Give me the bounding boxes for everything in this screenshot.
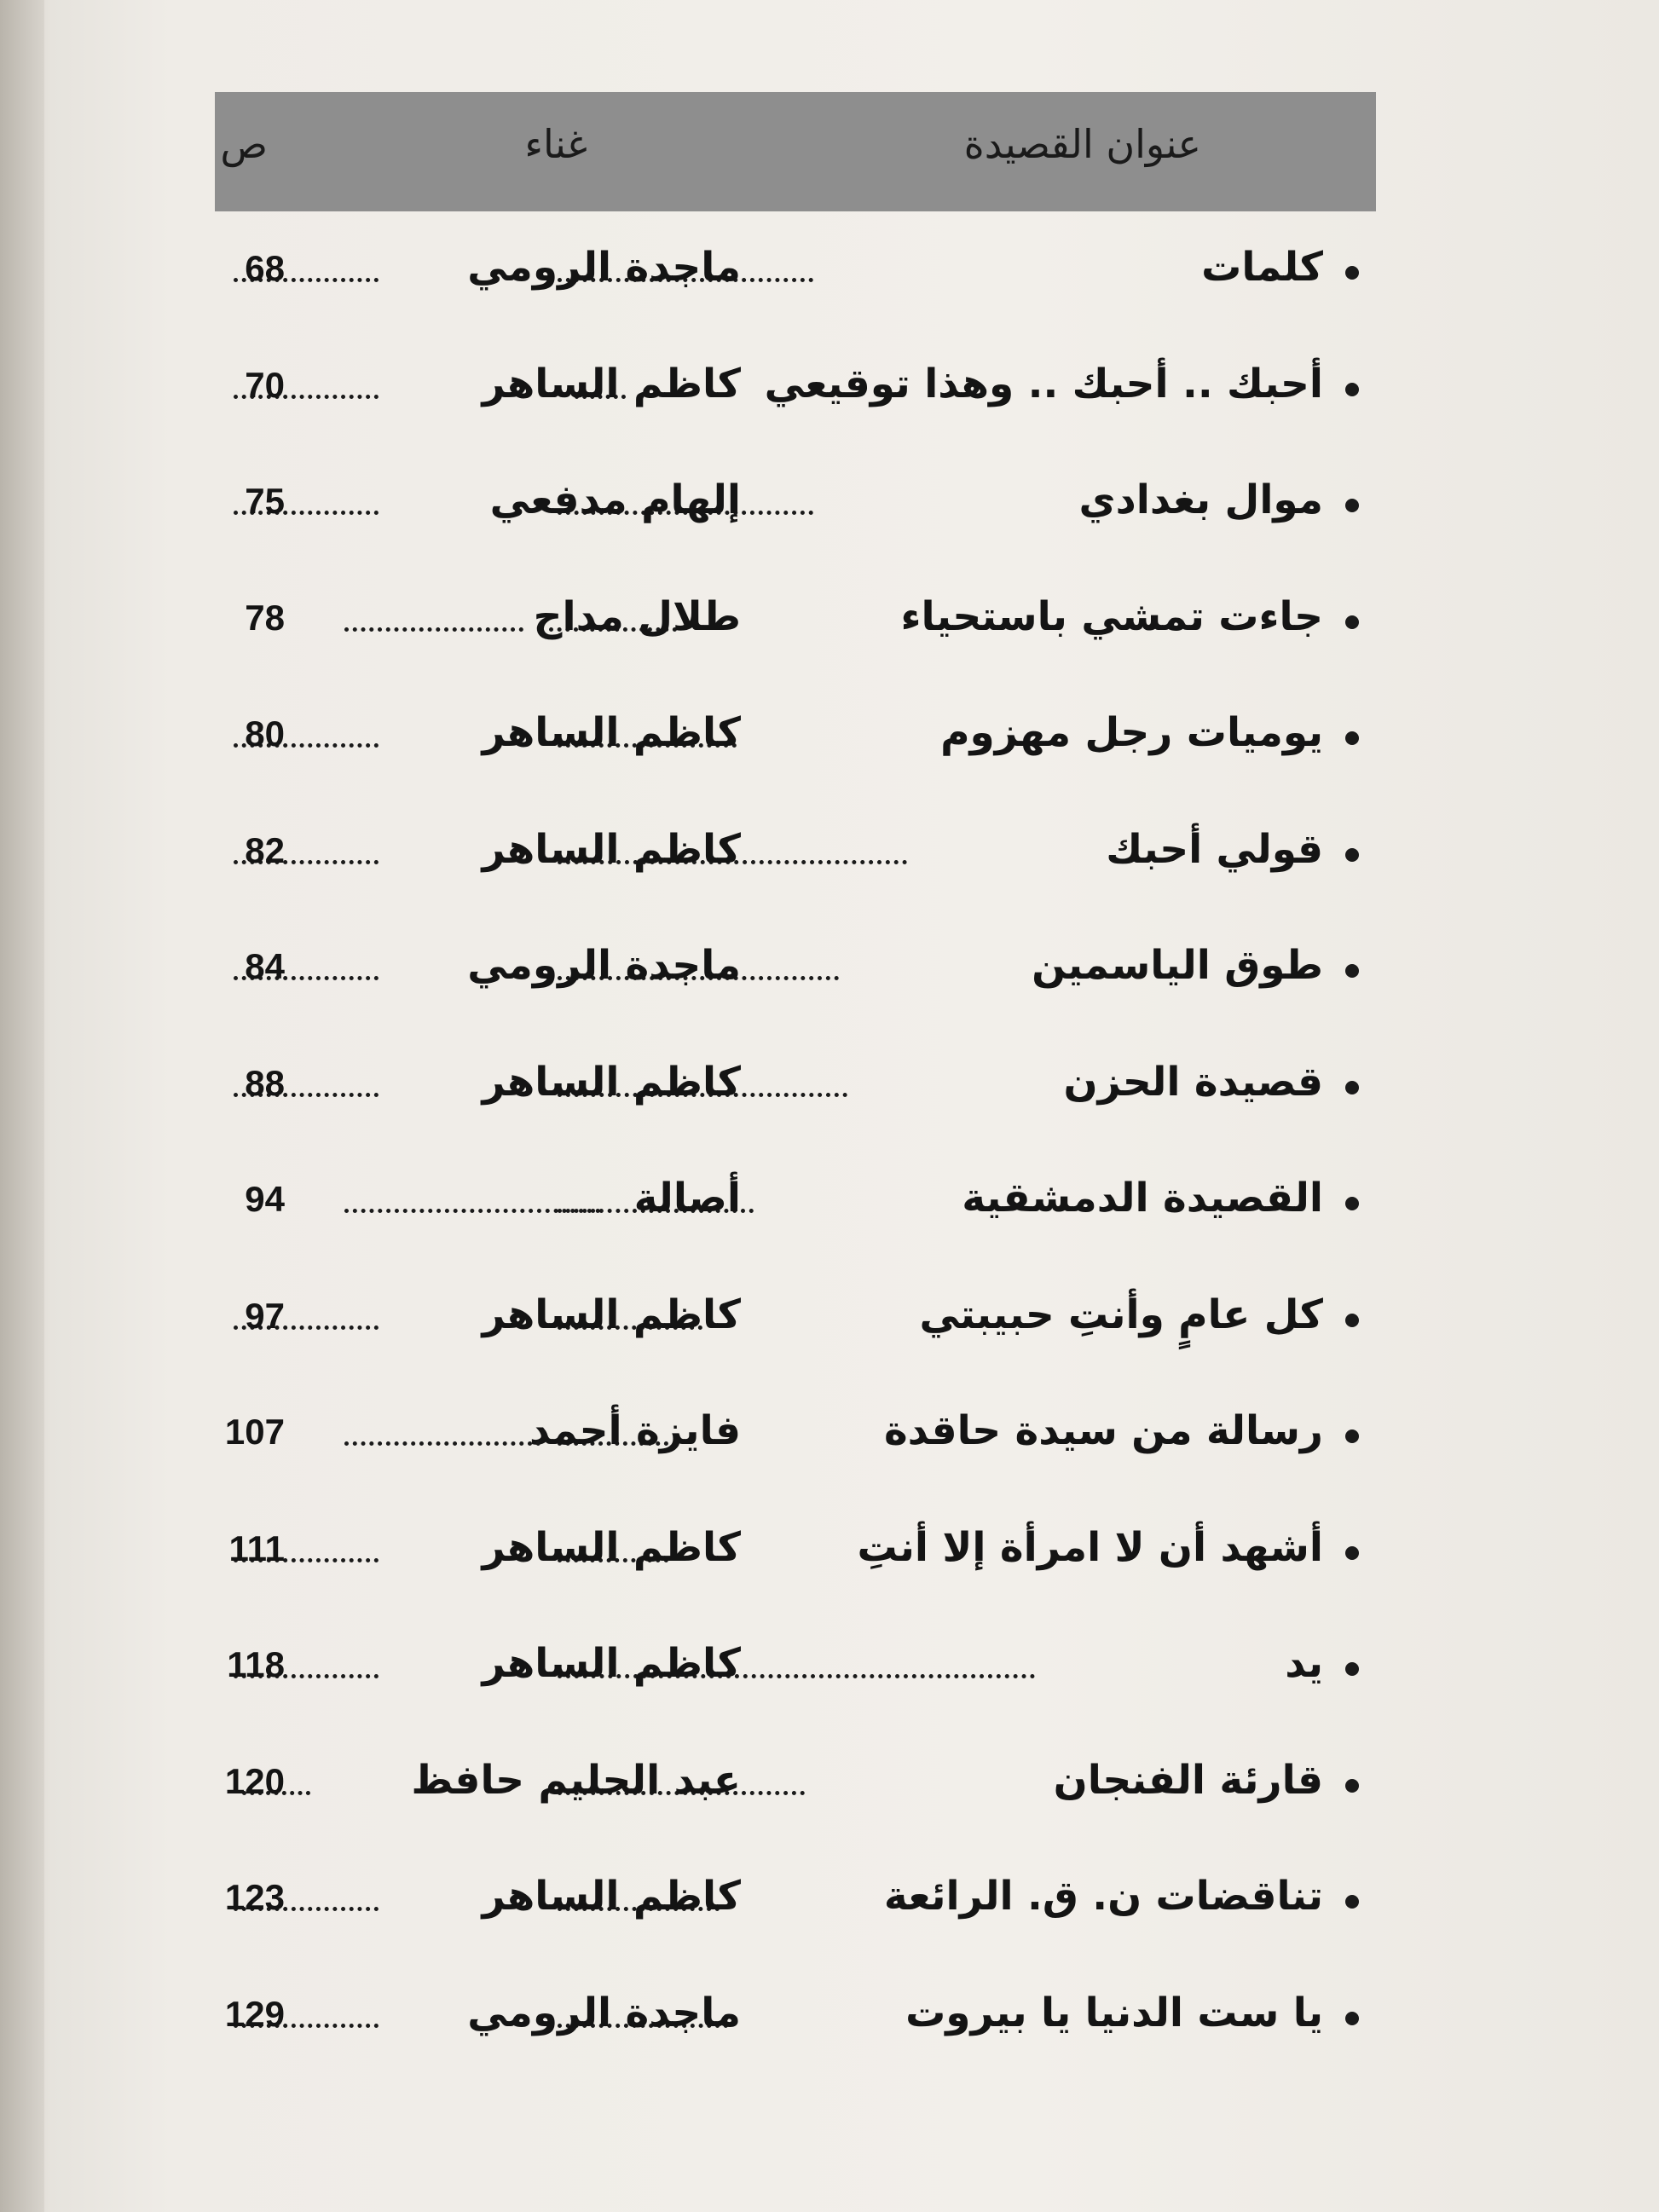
page-number: 78 (245, 597, 285, 638)
dot-leader (344, 1209, 600, 1213)
singer-name: فايزة أحمد (529, 1407, 741, 1454)
singer-name: ماجدة الرومي (467, 244, 741, 291)
toc-row (215, 1492, 1376, 1608)
page-number: 80 (245, 713, 285, 754)
singer-name: كاظم الساهر (482, 1873, 741, 1920)
singer-name: كاظم الساهر (482, 360, 741, 407)
header-page-column: ص (220, 121, 268, 167)
page-number: 88 (245, 1062, 285, 1103)
toc-row (215, 1375, 1376, 1492)
page-number: 84 (245, 946, 285, 986)
singer-name: كاظم الساهر (482, 1058, 741, 1106)
bullet-icon (1345, 1546, 1359, 1560)
singer-name: إلهام مدفعي (489, 476, 741, 523)
toc-rows (215, 211, 1376, 2073)
toc-row (215, 1608, 1376, 1724)
dot-leader (344, 627, 523, 632)
book-gutter (0, 0, 44, 2212)
page-number: 107 (224, 1412, 285, 1452)
page-number: 70 (245, 364, 285, 405)
table-of-contents (215, 92, 1376, 2073)
poem-title: كل عامٍ وأنتِ حبيبتي (919, 1291, 1323, 1338)
poem-title: يد (1285, 1640, 1323, 1687)
bullet-icon (1345, 1314, 1359, 1327)
toc-row (215, 1957, 1376, 2074)
singer-name: كاظم الساهر (482, 1523, 741, 1571)
page-number: 118 (227, 1644, 285, 1684)
bullet-icon (1345, 266, 1359, 280)
toc-row (215, 444, 1376, 561)
singer-name: كاظم الساهر (482, 825, 741, 873)
toc-row (215, 1840, 1376, 1957)
page-number: 129 (224, 1993, 285, 2034)
poem-title: موال بغدادي (1078, 476, 1323, 523)
toc-row (215, 794, 1376, 910)
poem-title: قولي أحبك (1106, 825, 1323, 873)
bullet-icon (1345, 2012, 1359, 2025)
page-number: 68 (245, 248, 285, 288)
toc-row (215, 561, 1376, 678)
dot-leader (344, 1441, 540, 1446)
singer-name: أصالة (633, 1175, 741, 1222)
poem-title: قارئة الفنجان (1053, 1756, 1323, 1804)
singer-name: عبد الحليم حافظ (411, 1756, 741, 1804)
poem-title: جاءت تمشي باستحياء (900, 592, 1323, 640)
poem-title: تناقضات ن. ق. الرائعة (883, 1873, 1323, 1920)
poem-title: كلمات (1201, 244, 1323, 291)
page-number: 75 (245, 481, 285, 521)
toc-header (215, 92, 1376, 211)
toc-row (215, 677, 1376, 794)
poem-title: طوق الياسمين (1032, 942, 1323, 989)
page-number: 82 (245, 829, 285, 870)
header-title-column: عنوان القصيدة (963, 121, 1201, 167)
singer-name: كاظم الساهر (482, 709, 741, 756)
toc-row (215, 328, 1376, 445)
toc-row (215, 1724, 1376, 1841)
singer-name: ماجدة الرومي (467, 1989, 741, 2036)
bullet-icon (1345, 615, 1359, 629)
bullet-icon (1345, 964, 1359, 978)
toc-row (215, 1259, 1376, 1376)
poem-title: أحبك .. أحبك .. وهذا توقيعي (764, 360, 1323, 407)
toc-row (215, 211, 1376, 328)
page-number: 111 (228, 1528, 285, 1568)
singer-name: كاظم الساهر (482, 1291, 741, 1338)
poem-title: رسالة من سيدة حاقدة (883, 1407, 1323, 1454)
bullet-icon (1345, 731, 1359, 745)
poem-title: أشهد أن لا امرأة إلا أنتِ (857, 1523, 1323, 1571)
toc-row (215, 1142, 1376, 1259)
header-singer-column: غناء (524, 121, 587, 167)
bullet-icon (1345, 1197, 1359, 1210)
bullet-icon (1345, 499, 1359, 512)
poem-title: يوميات رجل مهزوم (940, 709, 1323, 756)
bullet-icon (1345, 383, 1359, 396)
bullet-icon (1345, 848, 1359, 862)
singer-name: طلال مداح (533, 592, 741, 640)
page-number: 120 (224, 1760, 285, 1801)
singer-name: كاظم الساهر (482, 1640, 741, 1687)
bullet-icon (1345, 1779, 1359, 1793)
bullet-icon (1345, 1895, 1359, 1909)
bullet-icon (1345, 1429, 1359, 1443)
toc-row (215, 910, 1376, 1026)
singer-name: ماجدة الرومي (467, 942, 741, 989)
poem-title: يا ست الدنيا يا بيروت (905, 1989, 1323, 2036)
toc-row (215, 1026, 1376, 1143)
page-number: 97 (245, 1295, 285, 1336)
bullet-icon (1345, 1081, 1359, 1094)
page-number: 123 (224, 1877, 285, 1917)
poem-title: قصيدة الحزن (1063, 1058, 1323, 1106)
page-number: 94 (245, 1179, 285, 1219)
bullet-icon (1345, 1662, 1359, 1676)
poem-title: القصيدة الدمشقية (962, 1175, 1323, 1222)
